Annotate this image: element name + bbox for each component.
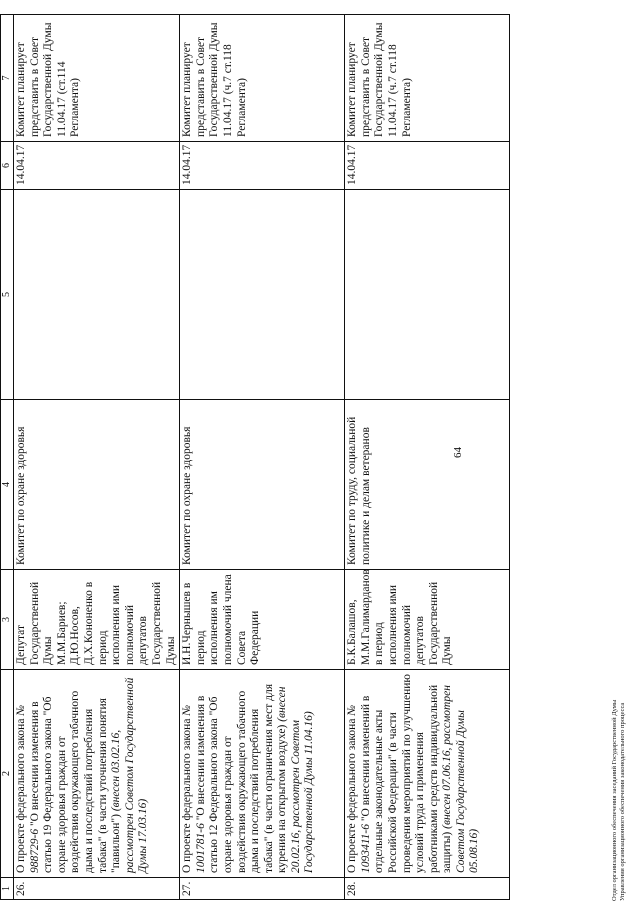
bill-col5 <box>345 190 510 400</box>
bill-col5 <box>180 190 345 400</box>
col-header-2: 2 <box>1 670 14 878</box>
bill-number: № 1093411-6 <box>346 704 372 873</box>
bill-description <box>14 670 180 878</box>
bill-number: № 988729-6 <box>15 704 41 873</box>
col-header-4: 4 <box>1 400 14 570</box>
table-row <box>345 15 510 900</box>
bill-plan: Комитет планирует представить в Совет Государственной Думы 11.04.17 (ч.7 ст.118 Регламента) <box>180 15 345 142</box>
col-header-6: 6 <box>1 142 14 190</box>
bill-title: О проекте федерального закона <box>346 718 359 873</box>
bill-number: № 1001781-6 <box>181 704 207 873</box>
row-number: 28. <box>345 878 510 900</box>
col-header-1: 1 <box>1 878 14 900</box>
table-row <box>180 15 345 900</box>
bill-author: Депутат Государственной Думы М.М.Бариев; Д.Ю.Носов, Д.Х.Кононенко в период исполнения ими полномочий депутатов Государственной Думы <box>14 570 180 670</box>
footer-line-1: Отдел организационного обеспечения заседаний Государственной Думы <box>611 699 618 901</box>
bill-introduced: (внесен 20.02.16, рассмотрен Советом Государственной Думы 11.04.16) <box>276 686 316 873</box>
footer <box>611 301 627 901</box>
bill-desc: "О внесении изменения в статью 12 Федерального закона "Об охране здоровья граждан от воздействия окружающего табачного дыма и последствий потребления табака" (в части ограничения мест для курения на открытом воздухе) <box>194 683 289 873</box>
row-number: 27. <box>180 878 345 900</box>
bill-plan: Комитет планирует представить в Совет Государственной Думы 11.04.17 (ст.114 Регламента) <box>14 15 180 142</box>
col-header-7: 7 <box>1 15 14 142</box>
bill-desc: "О внесении изменения в статью 19 Федерального закона "Об охране здоровья граждан от воздействия окружающего табачного дыма и последствий потребления табака" (в части уточнения понятия "павильон") <box>28 690 123 873</box>
header-row <box>1 15 14 900</box>
bills-table <box>0 14 510 900</box>
bill-author: Б.К.Балашов, М.М.Галимарданов в период исполнения ими полномочий депутатов Государственной Думы <box>345 570 510 670</box>
bill-committee: Комитет по охране здоровья <box>14 400 180 570</box>
bill-introduced: (внесен 03.02.16, рассмотрен Советом Государственной Думы 17.03.16) <box>110 677 150 873</box>
bill-committee: Комитет по труду, социальной политике и делам ветеранов <box>345 400 510 570</box>
bill-col5 <box>14 190 180 400</box>
bill-committee: Комитет по охране здоровья <box>180 400 345 570</box>
bill-title: О проекте федерального закона <box>15 718 27 873</box>
bill-description <box>345 670 510 878</box>
table-row <box>14 15 180 900</box>
bill-introduced: (внесен 07.06.16, рассмотрен Советом Государственной Думы 05.08.16) <box>441 685 481 873</box>
bill-description <box>180 670 345 878</box>
bill-date: 14.04.17 <box>180 142 345 190</box>
col-header-5: 5 <box>1 190 14 400</box>
bill-date: 14.04.17 <box>345 142 510 190</box>
row-number: 26. <box>14 878 180 900</box>
bill-date: 14.04.17 <box>14 142 180 190</box>
footer-line-2: Управления организационного обеспечения законодательного процесса <box>619 702 626 901</box>
bill-desc: "О внесении изменений в отдельные законодательные акты Российской Федерации" (в части проведения мероприятий по улучшению условий труда и применения работниками средств индивидуальной защиты) <box>359 674 454 873</box>
bill-plan: Комитет планирует представить в Совет Государственной Думы 11.04.17 (ч.7 ст.118 Регламента) <box>345 15 510 142</box>
bill-author: И.Н.Чернышев в период исполнения им полномочий члена Совета Федерации <box>180 570 345 670</box>
page-number: 64 <box>452 447 464 458</box>
col-header-3: 3 <box>1 570 14 670</box>
bill-title: О проекте федерального закона <box>181 718 194 873</box>
